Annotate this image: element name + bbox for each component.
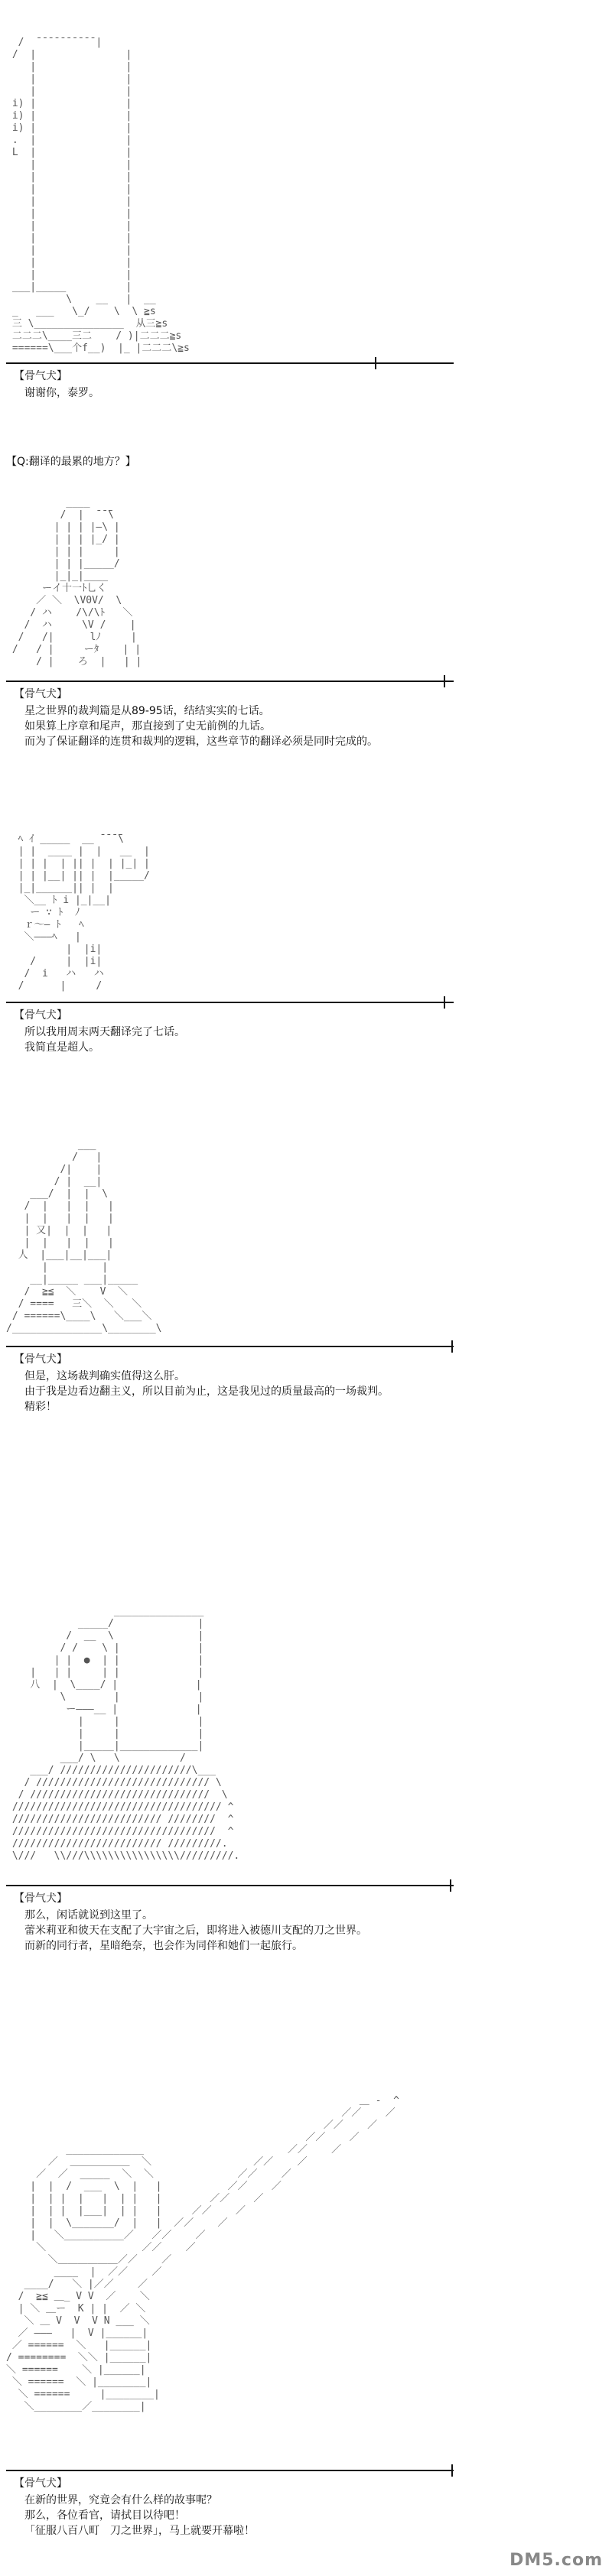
dialogue-line: 精彩！	[24, 1401, 57, 1413]
divider-line	[6, 1002, 454, 1003]
dialogue-lines	[24, 1908, 367, 1954]
ascii-art-6: ＿ - ^ ／／ ／ ／／ ／ ／／ ／ _____________ ／／ ／ ／ ＿＿＿＿＿＿ ＼ ／／ ／ ／ ／ _____ ＼ ＼ ／／ ／ | | / ___ \ | | ／／ ／ | | | | | | | | ／／ ／ | | | |___| | | | ／／ ／ | | \_______/ | | ／／ ／ | ＼__________／ ／／ ／ ＼ ／／ ／ ＼＿＿＿＿＿＿／／ ／ ____ | ／／ ／ ____/ ＼ |／／ ／ / ≧≦ ＿_ V V ／ ＼ | ＼ ＿ー K | | ／ ＼ ＼ ＿ V V V N ___ ＼ ／ ――― | V |______| ／ ====== ＼ |______| / ======== ＼＼ |______| ＼ ====== ＼ |______| ＼ ====== ＼ |________| ＼ ====== |________| ＼________／________|	[6, 2095, 399, 2412]
dialogue-line: 星之世界的裁判篇是从89-95话，结结实实的七话。	[24, 705, 270, 717]
dialogue-lines	[24, 385, 99, 401]
dialogue-lines	[24, 2493, 255, 2539]
divider-cross	[444, 675, 445, 687]
dialogue-line: 而新的同行者，星暗绝奈，也会作为同伴和她们一起旅行。	[24, 1940, 303, 1952]
watermark-logo: DM5.com	[509, 2551, 603, 2570]
dialogue-line: 蕾米莉亚和彼天在支配了大宇宙之后，即将进入被德川支配的刀之世界。	[24, 1925, 367, 1937]
divider-line	[6, 1346, 454, 1347]
ascii-art-3: ﾍ ｲ _____ __ ̄ ̄ ̄ ̄\ | | ____ | | __ | | | | | || | | |_| | | | |__| || | |_____/ |_|______|| | | ＼__ ﾄ i |_|__| ー ∵ ﾄ ﾉ ｒ～― ﾄ ﾍ ＼―――ﾍ | | |i| / | |i| / i ハ ハ / | /	[18, 833, 150, 992]
speaker-name: 【骨气犬】	[14, 1892, 67, 1905]
dialogue-line: 在新的世界，究竟会有什么样的故事呢？	[24, 2494, 217, 2506]
dialogue-line: 谢谢你，泰罗。	[24, 387, 99, 399]
divider-line	[6, 2470, 454, 2471]
divider-line	[6, 681, 454, 682]
divider-line	[6, 362, 454, 364]
ascii-art-1: / ̄ ̄ ̄ ̄ ̄ ̄ ̄ ̄ ̄ ̄ | / | | | | | | | | i) | | i) | | i) | | . | | L | | | | | | | | | | | | | | | | | | | | | | ___|_____ | \ __ | __ _ ___ \_/ \ \ ≧s 三 \_______________ 从三≧s 二二二\____三二 / )|二二二≧s ======\___个f__) |_ |二二二\≧s	[11, 37, 190, 354]
speaker-name: 【骨气犬】	[14, 1009, 67, 1022]
divider-cross	[444, 996, 445, 1009]
divider-cross	[451, 2464, 453, 2477]
dialogue-lines	[24, 1369, 389, 1415]
dialogue-lines	[24, 703, 378, 749]
dialogue-line: 「征服八百八町 刀之世界」，马上就要开幕啦！	[24, 2525, 255, 2537]
speaker-name: 【骨气犬】	[14, 2477, 67, 2490]
speaker-name: 【骨气犬】	[14, 688, 67, 700]
question-heading: 【Q:翻译的最累的地方？】	[6, 456, 136, 468]
dialogue-line: 但是，这场裁判确实值得这么肝。	[24, 1370, 185, 1382]
dialogue-line: 那么，各位看官，请拭目以待吧！	[24, 2509, 185, 2522]
divider-cross	[375, 357, 376, 369]
dialogue-line: 我简直是超人。	[24, 1041, 99, 1054]
speaker-name: 【骨气犬】	[14, 370, 67, 382]
dialogue-line: 如果算上序章和尾声，那直接到了史无前例的九话。	[24, 720, 271, 733]
divider-cross	[450, 1879, 451, 1892]
speaker-name: 【骨气犬】	[14, 1353, 67, 1366]
divider-cross	[451, 1340, 453, 1353]
dialogue-lines	[24, 1025, 185, 1055]
ascii-art-4: ___ / | /| | / | __| ___/ | | \ / | | | | | | | | | | 又| | | | | | | | | 人 |___|__|___| | | __|_____ ___|_____ / ≧≦ ＼ V ＼ / ==== 三＼ ＼ ＼ / ======\____\ ＼___＼ /_______________\________\	[6, 1139, 162, 1334]
dialogue-line: 那么，闲话就说到这里了。	[24, 1909, 153, 1921]
dialogue-line: 所以我用周末两天翻译完了七话。	[24, 1026, 185, 1038]
ascii-art-5: _______________ _____/ | / __ \ | / / \ | | | | ● | | | | | | | | | 八 | \____/ | | \ | | ー―――__ | | | | | | | | |_____|_____________| ___/ \ \ / ___/ //////////////////////\___ / ///////////////////////////// \ / ////////////////////////////// \ /////////////////////////////////// ^ ///////////////////////// //////// ^ ////////////////////////////////// ^ ///////////////////////// /////////. \/// \\///\\\\\\\\\\\\\\\\/////////.	[11, 1606, 240, 1862]
ascii-art-2: ____ / | ̄ ̄ ̄\ | | | |―\ | | | | |_/ | | | | | | | |_____/ |_|_|____ ーイ十一ﾄ乚く ／ ＼ \V0V/ \ / ハ /\/\ﾄ ＼ / ハ \V / | / /| lﾉ | / / | ーﾀ | | / | ろ | | |	[11, 497, 142, 668]
dialogue-line: 由于我是边看边翻主义，所以目前为止，这是我见过的质量最高的一场裁判。	[24, 1385, 389, 1398]
dialogue-line: 而为了保证翻译的连贯和裁判的逻辑，这些章节的翻译必须是同时完成的。	[24, 736, 378, 748]
divider-line	[6, 1885, 454, 1886]
